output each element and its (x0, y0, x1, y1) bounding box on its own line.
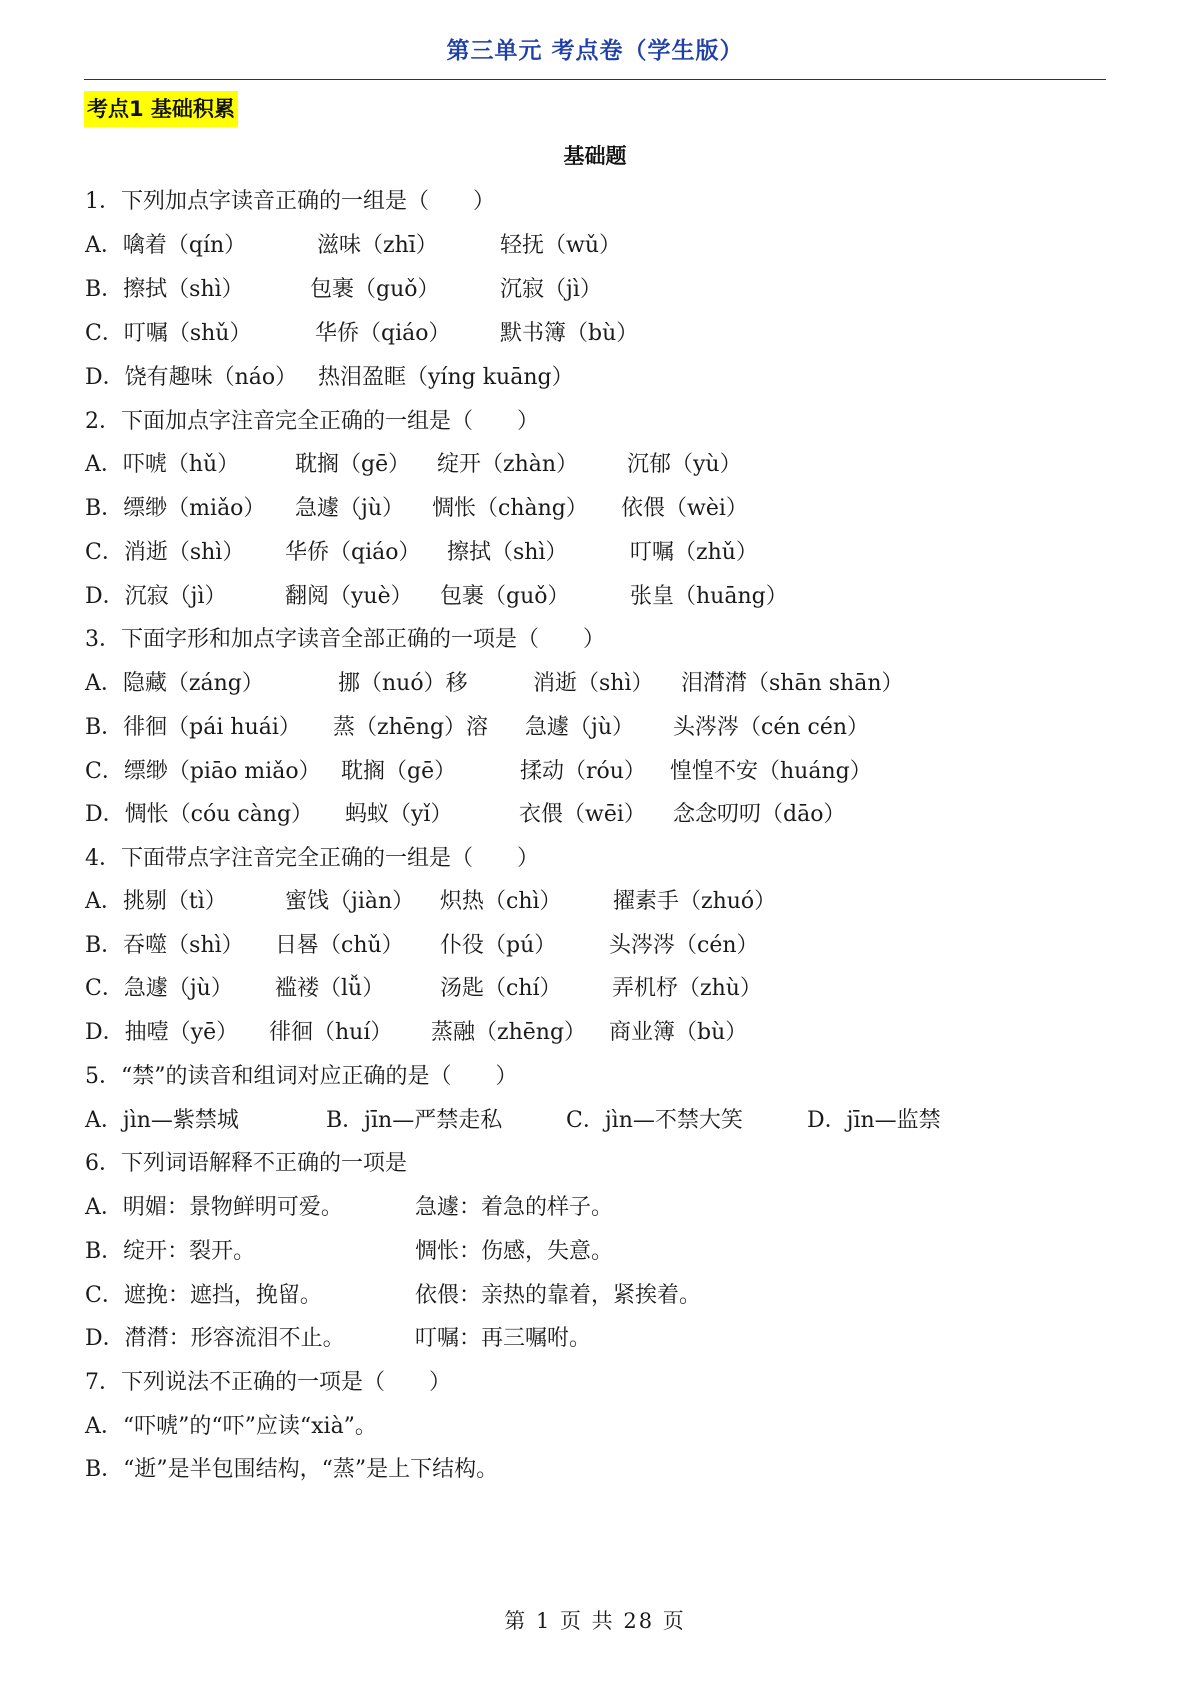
option-item: 消逝（shì） (533, 671, 654, 696)
option-item: 惆怅：伤感，失意。 (415, 1239, 614, 1264)
option-item: 揉动（róu） (520, 759, 646, 784)
option-item: D．沉寂（jì） (85, 584, 227, 609)
option-item: C．消逝（shì） (85, 540, 245, 565)
option-item: 弄机杼（zhù） (612, 976, 762, 1001)
option-item: 依偎（wèi） (621, 496, 748, 521)
option-item: 滋味（zhī） (317, 233, 438, 258)
option-item: C．叮嘱（shǔ） (85, 321, 252, 346)
option-item: 叮嘱（zhǔ） (630, 540, 758, 565)
option-item: 沉郁（yù） (627, 452, 742, 477)
option-item: 叮嘱：再三嘱咐。 (415, 1326, 592, 1351)
option-item: 蜜饯（jiàn） (285, 889, 415, 914)
question-stem: 5．“禁”的读音和组词对应正确的是（ ） (85, 1064, 518, 1089)
option-item: 头涔涔（cén cén） (673, 715, 870, 740)
option-item: 沉寂（jì） (500, 277, 602, 302)
option-item: 绽开（zhàn） (437, 452, 579, 477)
option-item: 翻阅（yuè） (285, 584, 413, 609)
question-stem: 7．下列说法不正确的一项是（ ） (85, 1370, 451, 1395)
option-item: 仆役（pú） (440, 933, 557, 958)
question-stem: 3．下面字形和加点字读音全部正确的一项是（ ） (85, 627, 605, 652)
option-item: 耽搁（gē） (341, 759, 457, 784)
option-item: 蒸（zhēng）溶 (333, 715, 489, 740)
option-item: C．急遽（jù） (85, 976, 233, 1001)
option-item: 急遽（jù） (295, 496, 404, 521)
option-item: 挪（nuó）移 (338, 671, 468, 696)
option-item: C．遮挽：遮挡，挽留。 (85, 1283, 322, 1308)
option-item: 汤匙（chí） (440, 976, 562, 1001)
option-item: C．缥缈（piāo miǎo） (85, 759, 321, 784)
option-item: 默书簿（bù） (500, 321, 639, 346)
option-item: B．缥缈（miǎo） (85, 496, 266, 521)
option-item: A．噙着（qín） (85, 233, 247, 258)
option-item: D．抽噎（yē） (85, 1020, 239, 1045)
option-item: 华侨（qiáo） (285, 540, 421, 565)
page-number: 第 1 页 共 28 页 (504, 1609, 686, 1633)
option-item: A．jìn—紫禁城 (85, 1108, 239, 1133)
option-item: B．徘徊（pái huái） (85, 715, 301, 740)
option-item: 张皇（huāng） (630, 584, 788, 609)
option-item: 包裹（guǒ） (310, 277, 440, 302)
option-item: 炽热（chì） (440, 889, 562, 914)
option-item: 擢素手（zhuó） (613, 889, 777, 914)
option-item: B．绽开：裂开。 (85, 1239, 256, 1264)
option-item: B．jīn—严禁走私 (326, 1108, 503, 1133)
question-stem: 2．下面加点字注音完全正确的一组是（ ） (85, 409, 539, 434)
option-item: 急遽：着急的样子。 (415, 1195, 614, 1220)
option-item: 华侨（qiáo） (315, 321, 451, 346)
option-item: 惶惶不安（huáng） (670, 759, 872, 784)
option-item: 热泪盈眶（yíng kuāng） (318, 365, 574, 390)
option-item: A．“吓唬”的“吓”应读“xià”。 (85, 1414, 377, 1439)
header-title: 第三单元 考点卷（学生版） (446, 38, 744, 64)
option-item: D．惆怅（cóu càng） (85, 802, 314, 827)
option-item: 急遽（jù） (525, 715, 634, 740)
option-item: 擦拭（shì） (447, 540, 568, 565)
option-item: A．挑剔（tì） (85, 889, 227, 914)
option-item: 包裹（guǒ） (440, 584, 570, 609)
option-item: 徘徊（huí） (269, 1020, 393, 1045)
option-item: 蒸融（zhēng） (431, 1020, 587, 1045)
option-item: B．“逝”是半包围结构，“蒸”是上下结构。 (85, 1457, 499, 1482)
option-item: B．擦拭（shì） (85, 277, 244, 302)
option-item: 念念叨叨（dāo） (673, 802, 846, 827)
question-stem: 6．下列词语解释不正确的一项是 (85, 1151, 407, 1176)
question-stem: 4．下面带点字注音完全正确的一组是（ ） (85, 846, 539, 871)
option-item: D．jīn—监禁 (807, 1108, 941, 1133)
option-item: 日晷（chǔ） (275, 933, 404, 958)
option-item: D．潸潸：形容流泪不止。 (85, 1326, 345, 1351)
question-stem: 1．下列加点字读音正确的一组是（ ） (85, 189, 495, 214)
option-item: 衣偎（wēi） (519, 802, 646, 827)
option-item: 头涔涔（cén） (609, 933, 759, 958)
subheading: 基础题 (563, 144, 627, 168)
option-item: A．吓唬（hǔ） (85, 452, 240, 477)
section-label: 考点1 基础积累 (84, 91, 238, 127)
option-item: B．吞噬（shì） (85, 933, 244, 958)
option-item: 轻抚（wǔ） (500, 233, 622, 258)
option-item: 蚂蚁（yǐ） (345, 802, 453, 827)
header-divider (84, 79, 1106, 80)
option-item: 商业簿（bù） (609, 1020, 748, 1045)
option-item: 耽搁（gē） (295, 452, 411, 477)
option-item: 依偎：亲热的靠着，紧挨着。 (415, 1283, 702, 1308)
option-item: 惆怅（chàng） (432, 496, 588, 521)
option-item: D．饶有趣味（náo） (85, 365, 298, 390)
option-item: A．隐藏（záng） (85, 671, 264, 696)
option-item: 褴褛（lǚ） (275, 976, 385, 1001)
option-item: 泪潸潸（shān shān） (681, 671, 904, 696)
option-item: A．明媚：景物鲜明可爱。 (85, 1195, 343, 1220)
option-item: C．jìn—不禁大笑 (566, 1108, 743, 1133)
